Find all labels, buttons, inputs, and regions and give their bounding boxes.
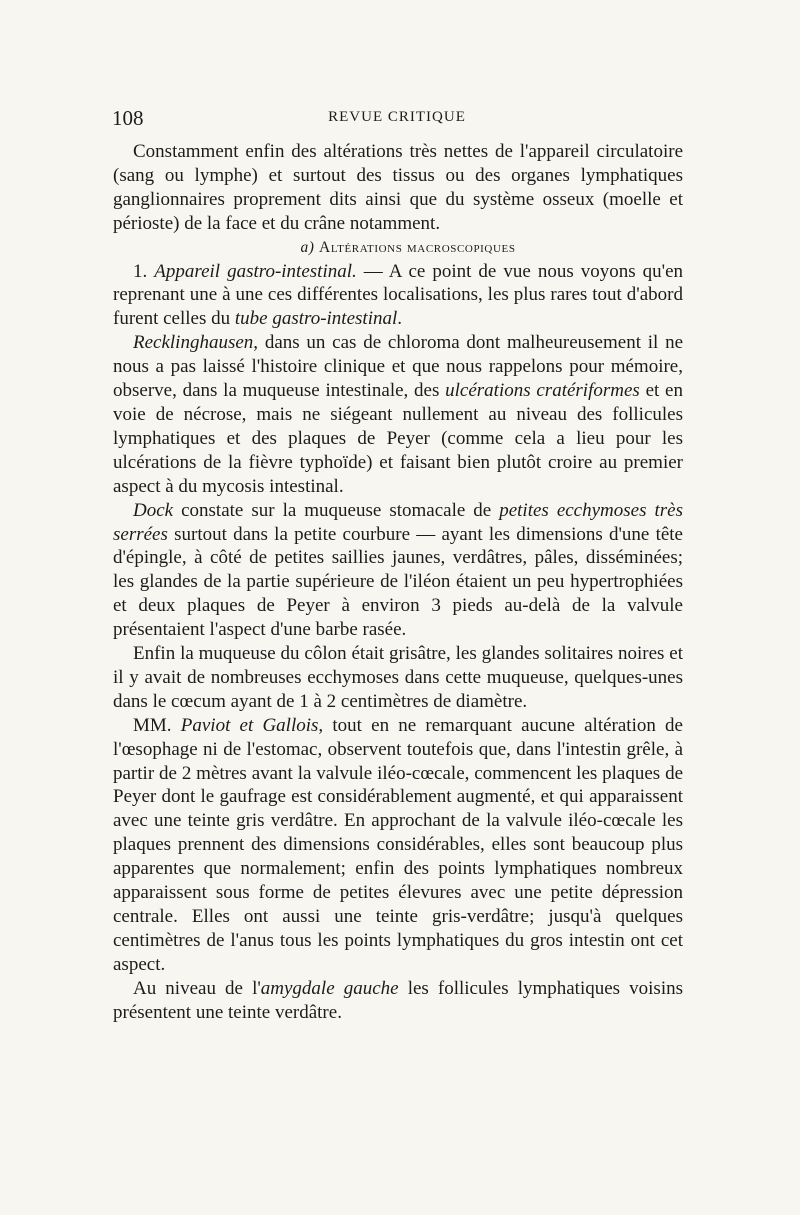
emphasis: tube gastro-intestinal xyxy=(234,308,398,330)
running-title: REVUE CRITIQUE xyxy=(328,109,466,125)
paragraph-gastro-intestinal xyxy=(113,260,683,332)
paragraph-amygdale xyxy=(113,977,683,1025)
text-run: MM. xyxy=(133,714,181,736)
main-text xyxy=(113,140,683,1025)
paragraph-intro: Constamment enfin des altérations très nettes de l'appareil circulatoire (sang ou lymphe) et surtout des tissus ou des organes lymphatiques ganglionnaires proprement dits ainsi que du système osseux (moelle et périoste) de la face et du crâne notamment. xyxy=(113,141,683,234)
running-head xyxy=(112,106,682,132)
paragraph-paviot-gallois xyxy=(113,714,683,977)
text-run: , tout en ne remarquant aucune altération de l'œsophage ni de l'estomac, observent toutefois que, dans l'intestin grêle, à partir de 2 mètres avant la valvule iléo-cœcale, commencent les plaques de Peyer dont le gaufrage est considérablement augmenté, et qui apparaissent avec une teinte gris verdâtre. En approchant de la valvule iléo-cœcale les plaques prennent des dimensions considérables, elles sont beaucoup plus apparentes que normalement; enfin des points lymphatiques nombreux apparaissent sous forme de petites élevures avec une petite dépression centrale. Elles ont aussi une teinte gris-verdâtre; jusqu'à quelques centimètres de l'anus tous les points lymphatiques du gros intestin ont cet aspect. xyxy=(113,714,683,975)
text-run: Au niveau de l' xyxy=(133,977,261,999)
item-title: Appareil gastro-intestinal. xyxy=(154,260,357,282)
section-marker: a) xyxy=(300,238,315,256)
emphasis: amygdale gauche xyxy=(260,977,399,999)
text-run: les follicules lymphatiques voisins présentent une teinte verdâtre. xyxy=(113,977,683,1023)
author-name: Dock xyxy=(133,499,174,521)
paragraph-dock xyxy=(113,499,683,642)
paragraph-recklinghausen xyxy=(113,331,683,498)
text-run: surtout dans la petite courbure — ayant les dimensions d'une tête d'épingle, à côté de petites saillies jaunes, verdâtres, pâles, disséminées; les glandes de la partie supérieure de l'iléon étaient un peu hypertrophiées et deux plaques de Peyer à environ 3 pieds au-delà de la valvule présentaient l'aspect d'une barbe rasée. xyxy=(113,523,683,641)
item-number: 1. xyxy=(133,260,148,282)
paragraph-colon: Enfin la muqueuse du côlon était grisâtre, les glandes solitaires noires et il y avait de nombreuses ecchymoses dans cette muqueuse, quelques-unes dans le cœcum ayant de 1 à 2 centimètres de diamètre. xyxy=(113,643,683,712)
section-title: Altérations macroscopiques xyxy=(319,238,516,256)
text-run: — A ce point de vue nous voyons qu'en reprenant une à une ces différentes localisations, les plus rares tout d'abord furent celles du xyxy=(113,260,684,330)
page-number: 108 xyxy=(112,106,144,130)
text-run: et en voie de nécrose, mais ne siégeant nullement au niveau des follicules lymphatiques et des plaques de Peyer (comme cela a lieu pour les ulcérations de la fièvre typhoïde) et faisant bien plutôt croire au premier aspect à du mycosis intestinal. xyxy=(113,380,683,497)
text-run: . xyxy=(397,308,402,330)
author-name: Paviot et Gallois xyxy=(180,714,319,736)
emphasis: petites ecchymoses très serrées xyxy=(113,499,683,545)
section-heading xyxy=(113,236,683,260)
emphasis: ulcérations cratériformes xyxy=(445,380,640,402)
author-name: Recklinghausen xyxy=(133,332,254,354)
text-run: , dans un cas de chloroma dont malheureusement il ne nous a pas laissé l'histoire clinique et que nous rappelons pour mémoire, observe, dans la muqueuse intestinale, des xyxy=(113,332,683,402)
text-run: constate sur la muqueuse stomacale de xyxy=(173,499,500,521)
